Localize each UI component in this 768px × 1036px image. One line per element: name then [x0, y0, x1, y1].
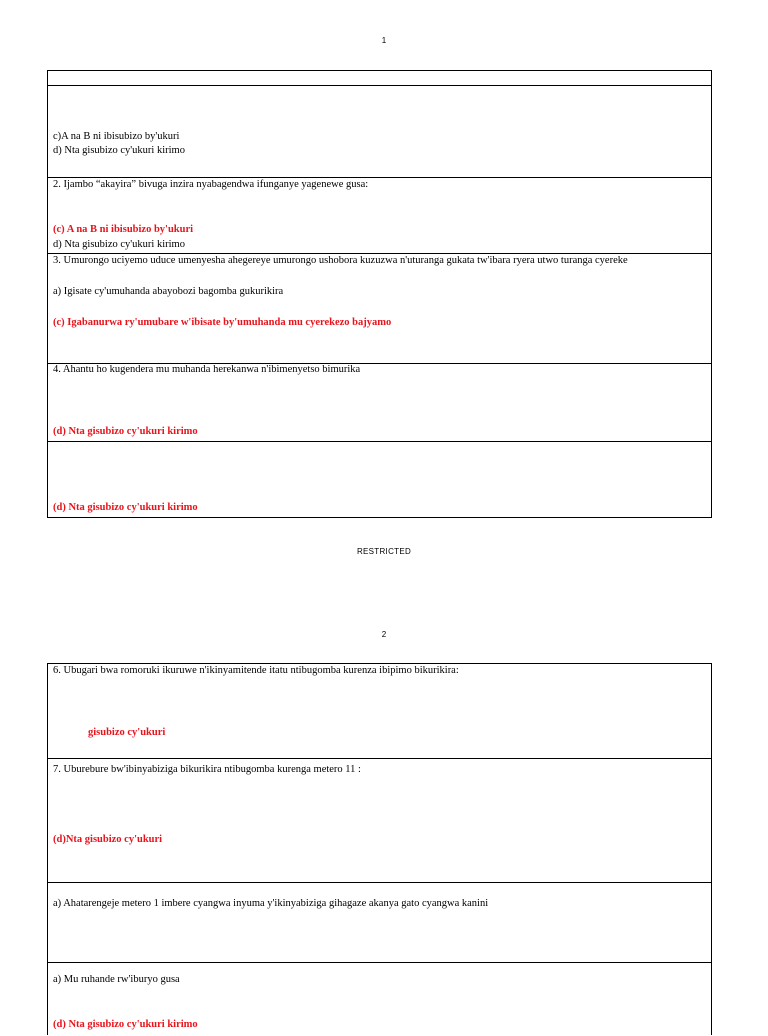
table-header-row	[48, 71, 711, 86]
question-block-7	[48, 759, 711, 883]
correct-answer: (d) Nta gisubizo cy'ukuri kirimo	[53, 502, 198, 513]
question-block-9	[48, 963, 711, 1036]
question-text: 4. Ahantu ho kugendera mu muhanda herekanwa n'ibimenyetso bimurika	[53, 364, 361, 375]
option-a: a) Mu ruhande rw'iburyo gusa	[53, 974, 180, 985]
question-block-6	[48, 664, 711, 759]
correct-answer: (d) Nta gisubizo cy'ukuri kirimo	[53, 426, 198, 437]
question-block-4	[48, 364, 711, 442]
answer-table-page1	[47, 70, 712, 518]
question-block-3	[48, 254, 711, 364]
option-a: a) Ahatarengeje metero 1 imbere cyangwa inyuma y'ikinyabiziga gihagaze akanya gato cyangwa kanini	[53, 898, 489, 909]
question-block-5	[48, 442, 711, 517]
option-c: c)A na B ni ibisubizo by'ukuri	[53, 131, 180, 142]
correct-answer: (c) A na B ni ibisubizo by'ukuri	[53, 224, 194, 235]
option-d: d) Nta gisubizo cy'ukuri kirimo	[53, 239, 185, 250]
page-number: 2	[381, 630, 387, 639]
answer-table-page2	[47, 663, 712, 1035]
option-a: a) Igisate cy'umuhanda abayobozi bagomba gukurikira	[53, 286, 284, 297]
correct-answer: (d) Nta gisubizo cy'ukuri kirimo	[53, 1019, 198, 1030]
question-text: 2. Ijambo “akayira” bivuga inzira nyabagendwa ifunganye yagenewe gusa:	[53, 179, 369, 190]
question-text: 7. Uburebure bw'ibinyabiziga bikurikira ntibugomba kurenga metero 11 :	[53, 764, 361, 775]
classification-footer: RESTRICTED	[356, 547, 412, 556]
page-number: 1	[381, 36, 387, 45]
question-text: 3. Umurongo uciyemo uduce umenyesha ahegereye umurongo ushobora kuzuzwa n'uturanga gukata tw'ibara ryera utwo turanga cyereke	[53, 255, 628, 266]
correct-answer: (d)Nta gisubizo cy'ukuri	[53, 834, 163, 845]
question-block-1	[48, 86, 711, 178]
option-d: d) Nta gisubizo cy'ukuri kirimo	[53, 145, 185, 156]
correct-answer: gisubizo cy'ukuri	[88, 727, 166, 738]
correct-answer: (c) Igabanurwa ry'umubare w'ibisate by'umuhanda mu cyerekezo bajyamo	[53, 317, 392, 328]
question-text: 6. Ubugari bwa romoruki ikuruwe n'ikinyamitende itatu ntibugomba kurenza ibipimo bikurikira:	[53, 665, 459, 676]
question-block-8	[48, 883, 711, 963]
question-block-2	[48, 178, 711, 254]
